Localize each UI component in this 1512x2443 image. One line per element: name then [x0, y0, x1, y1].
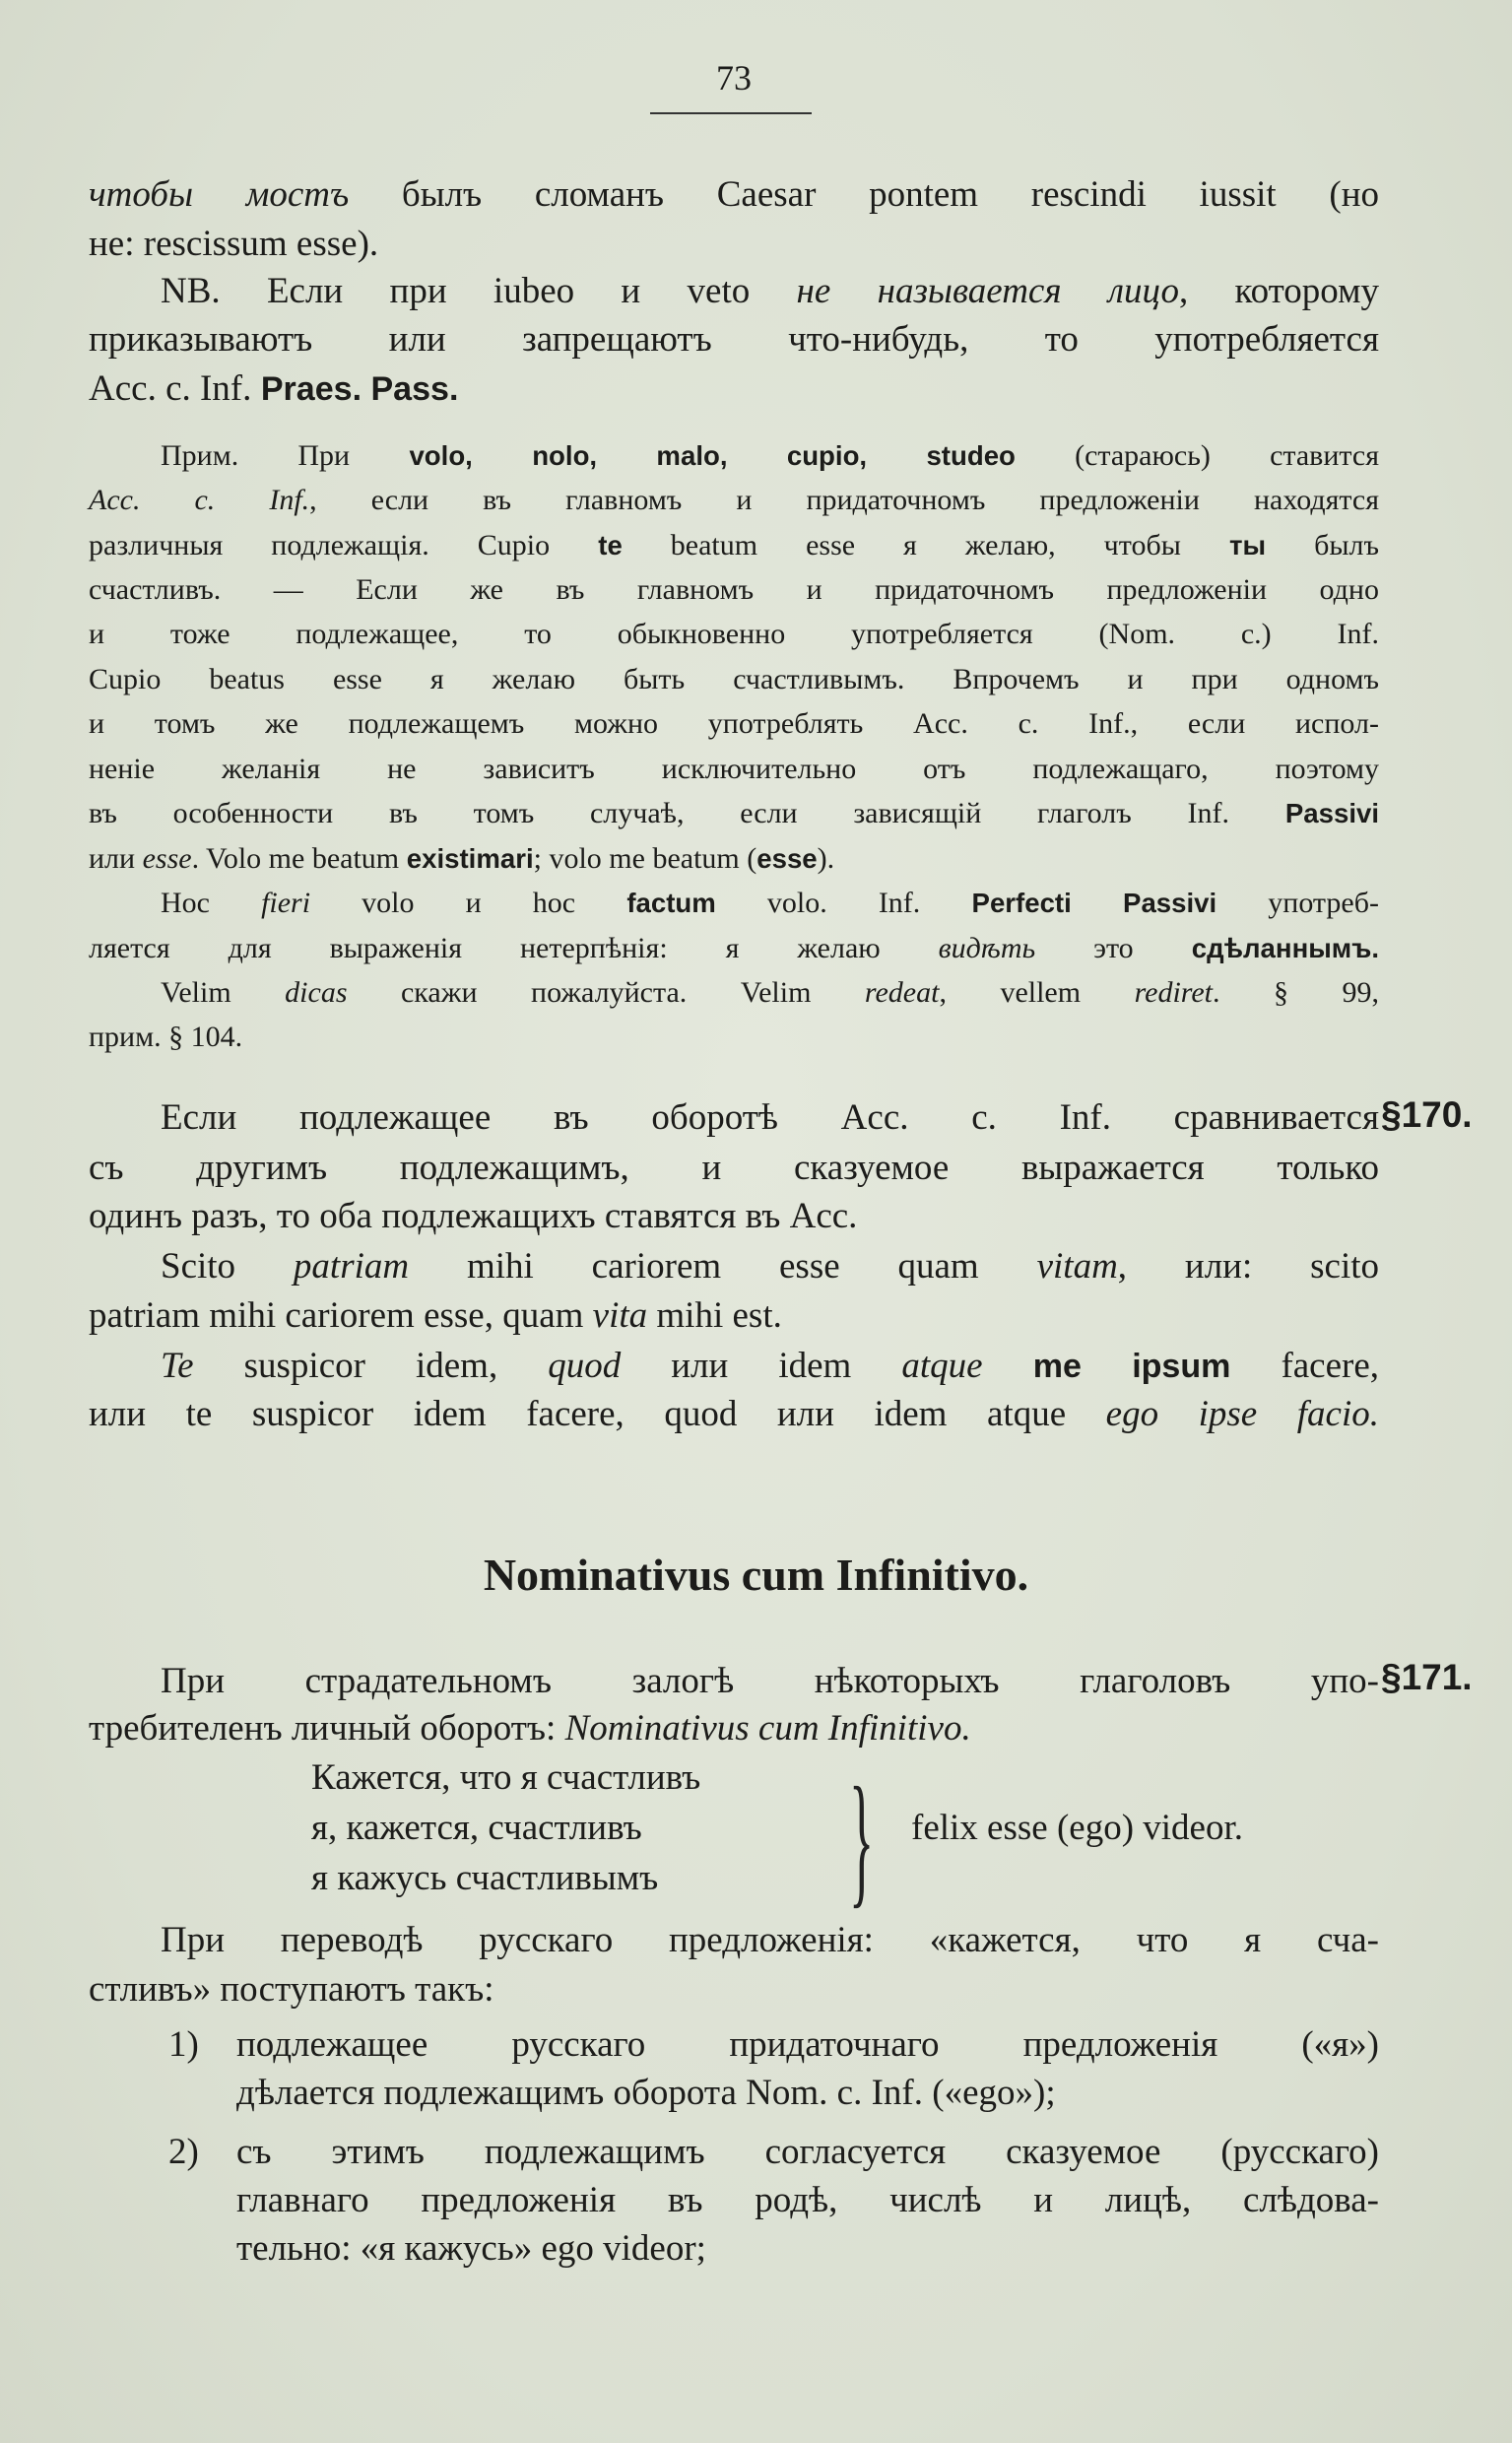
text-line [161, 1916, 1379, 1965]
bold-text: сдѣланнымъ. [1133, 933, 1379, 963]
section-heading: Nominativus cum Infinitivo. [483, 1550, 1029, 1600]
example-line: Кажется, что я счастливъ [311, 1757, 701, 1798]
italic-text: patriam [235, 1246, 410, 1287]
text-segment: употреб- [1216, 887, 1379, 919]
text-segment: , vellem [939, 976, 1082, 1009]
text-segment: При страдательномъ залогѣ нѣкоторыхъ глаголовъ упо- [161, 1661, 1379, 1701]
italic-text: ego ipse facio. [1066, 1394, 1379, 1434]
text-segment: подлежащее русскаго придаточнаго предложенія («я») [236, 2024, 1379, 2065]
bold-text: Praes. Pass. [251, 370, 459, 408]
text-line [89, 170, 1379, 220]
text-segment: прим. § 104. [89, 1021, 243, 1053]
bold-text: existimari [399, 843, 534, 874]
text-segment: ). [817, 842, 835, 875]
text-segment: ляется для выраженія нетерпѣнія: я желаю [89, 932, 881, 964]
text-segment: стливъ» поступаютъ такъ: [89, 1969, 494, 2010]
text-line [89, 1965, 1379, 2014]
note-line [89, 567, 1379, 612]
text-segment: . § 99, [1213, 976, 1380, 1009]
text-segment: mihi est. [647, 1295, 782, 1336]
italic-text: Te [161, 1346, 194, 1386]
list-line [236, 2176, 1379, 2225]
text-line [161, 267, 1379, 316]
italic-text: atque [851, 1346, 983, 1386]
text-segment: volo и hoc [310, 887, 576, 919]
text-line [89, 1390, 1379, 1439]
italic-text: Nominativus cum Infinitivo. [556, 1708, 971, 1749]
text-segment: , если въ главномъ и придаточномъ предложеніи находятся [309, 484, 1379, 516]
italic-text: quod [497, 1346, 622, 1386]
bold-text: Passivi [1228, 798, 1380, 828]
note-line [89, 926, 1379, 970]
text-segment: Hoc [161, 887, 210, 919]
text-segment: одинъ разъ, то оба подлежащихъ ставятся въ Acc. [89, 1196, 858, 1236]
text-segment: volo. Inf. [715, 887, 921, 919]
bold-text: factum [575, 888, 716, 918]
text-segment: или te suspicor idem facere, quod или idem atque [89, 1394, 1067, 1434]
note-line [161, 970, 1379, 1015]
text-line [161, 1342, 1379, 1391]
text-line [89, 1192, 1379, 1241]
bold-text: ты [1180, 530, 1267, 561]
note-line [89, 791, 1379, 835]
italic-text: Acc. c. Inf. [89, 484, 310, 516]
text-segment: или [89, 842, 136, 875]
page-number: 73 [716, 58, 752, 98]
italic-text: vita [583, 1295, 648, 1336]
italic-text: rediret [1081, 976, 1214, 1009]
text-segment: NB. Если при iubeo и veto [161, 271, 751, 311]
italic-text: видѣть [880, 932, 1036, 964]
list-line [236, 2128, 1379, 2177]
note-line [89, 612, 1379, 656]
text-segment: или idem [621, 1346, 852, 1386]
italic-text: чтобы мостъ [89, 174, 350, 215]
bold-text: esse [756, 843, 818, 874]
text-segment: былъ сломанъ Caesar pontem rescindi iussit (но [349, 174, 1379, 215]
text-segment: неніе желанія не зависитъ исключительно отъ подлежащаго, поэтому [89, 753, 1379, 785]
text-line [161, 1242, 1379, 1291]
text-line [89, 1144, 1379, 1193]
list-line [236, 2224, 1379, 2274]
latin-translation: felix esse (ego) videor. [911, 1808, 1243, 1848]
text-line [89, 364, 1379, 414]
italic-text: esse [135, 842, 192, 875]
italic-text: vitam [978, 1246, 1118, 1287]
text-segment: Прим. При [161, 439, 351, 472]
italic-text: fieri [209, 887, 311, 919]
text-line [89, 315, 1379, 364]
text-line [161, 1657, 1379, 1706]
text-segment: , или: scito [1117, 1246, 1379, 1287]
text-segment: съ другимъ подлежащимъ, и сказуемое выражается только [89, 1148, 1379, 1188]
list-line [236, 2020, 1379, 2070]
example-line: я, кажется, счастливъ [311, 1808, 642, 1848]
text-segment: Scito [161, 1246, 236, 1287]
text-segment: требителенъ личный оборотъ: [89, 1708, 557, 1749]
note-line [89, 747, 1379, 791]
list-number: 2) [168, 2132, 199, 2172]
text-segment: , которому [1178, 271, 1380, 311]
text-segment: дѣлается подлежащимъ оборота Nom. c. Inf. («ego»); [236, 2073, 1056, 2113]
text-line [89, 220, 1379, 269]
note-line [89, 478, 1379, 522]
text-segment: различныя подлежащія. Cupio [89, 529, 551, 561]
text-segment: и томъ же подлежащемъ можно употреблять Acc. c. Inf., если испол- [89, 707, 1379, 740]
text-segment: и тоже подлежащее, то обыкновенно употребляется (Nom. c.) Inf. [89, 618, 1379, 650]
note-line [89, 523, 1379, 567]
text-segment: главнаго предложенія въ родѣ, числѣ и лицѣ, слѣдова- [236, 2180, 1379, 2220]
italic-text: redeat [811, 976, 940, 1009]
text-line [89, 1704, 1379, 1753]
note-line [89, 657, 1379, 701]
text-segment: въ особенности въ томъ случаѣ, если зависящій глаголъ Inf. [89, 797, 1229, 829]
note-line [161, 433, 1379, 478]
note-line [89, 701, 1379, 746]
italic-text: не называется лицо [750, 271, 1179, 311]
list-line [236, 2069, 1379, 2118]
text-segment: скажи пожалуйста. Velim [347, 976, 812, 1009]
text-segment: не: rescissum esse). [89, 224, 379, 264]
section-marker-170: §170. [1381, 1094, 1473, 1135]
text-segment: Cupio beatus esse я желаю быть счастливымъ. Впрочемъ и при одномъ [89, 663, 1379, 695]
note-line [89, 836, 1379, 881]
text-segment: Acc. c. Inf. [89, 368, 252, 409]
text-segment: suspicor idem, [193, 1346, 498, 1386]
text-segment: beatum esse я желаю, чтобы [622, 529, 1181, 561]
text-segment: Если подлежащее въ оборотѣ Acc. c. Inf. сравнивается [161, 1097, 1379, 1138]
note-line [161, 881, 1379, 925]
bold-text: volo, nolo, malo, cupio, studeo [350, 440, 1016, 471]
bold-text: te [550, 530, 623, 561]
bold-text: Perfecti Passivi [920, 888, 1217, 918]
note-line [89, 1015, 1379, 1059]
text-segment: . Volo me beatum [191, 842, 400, 875]
text-segment: былъ [1266, 529, 1379, 561]
text-segment: При переводѣ русскаго предложенія: «кажется, что я сча- [161, 1920, 1379, 1960]
section-marker-171: §171. [1381, 1657, 1473, 1697]
text-line [161, 1093, 1379, 1143]
text-segment: facere, [1230, 1346, 1380, 1386]
text-segment: счастливъ. — Если же въ главномъ и придаточномъ предложеніи одно [89, 573, 1379, 606]
text-segment: patriam mihi cariorem esse, quam [89, 1295, 584, 1336]
text-segment: тельно: «я кажусь» ego videor; [236, 2228, 706, 2269]
text-line [89, 1291, 1379, 1341]
header-rule [650, 112, 812, 114]
bold-text: me ipsum [982, 1348, 1231, 1385]
text-segment: съ этимъ подлежащимъ согласуется сказуемое (русскаго) [236, 2132, 1379, 2172]
text-segment: (стараюсь) ставится [1015, 439, 1379, 472]
example-line: я кажусь счастливымъ [311, 1858, 659, 1898]
italic-text: dicas [230, 976, 348, 1009]
text-segment: Velim [161, 976, 231, 1009]
brace-symbol: } [849, 1757, 875, 1921]
text-segment: ; volo me beatum ( [533, 842, 757, 875]
text-segment: mihi cariorem esse quam [409, 1246, 979, 1287]
list-number: 1) [168, 2024, 199, 2065]
text-segment: приказываютъ или запрещаютъ что-нибудь, то употребляется [89, 319, 1379, 360]
text-segment: это [1035, 932, 1134, 964]
